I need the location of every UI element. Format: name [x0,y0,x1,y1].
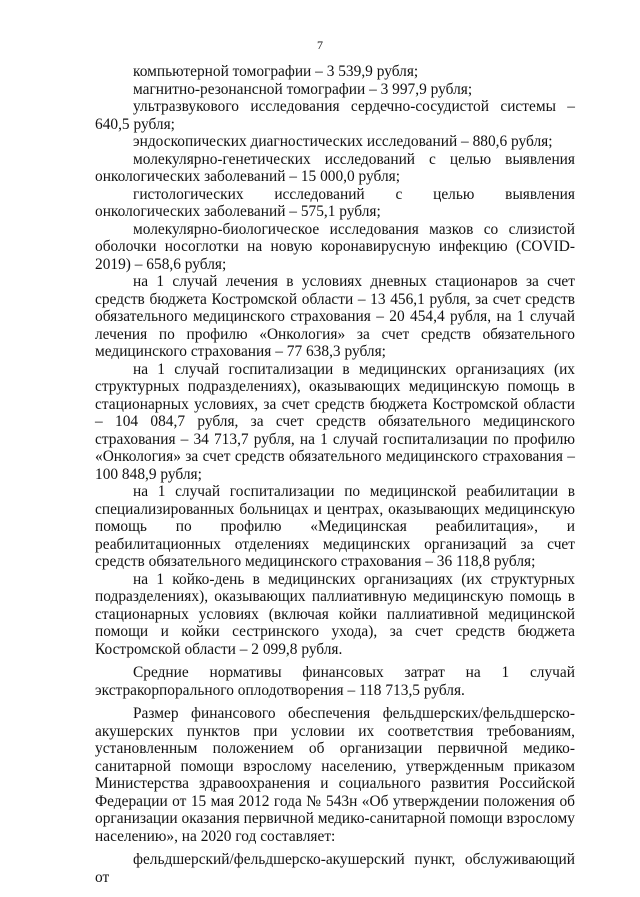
paragraph-rehabilitation-cost: на 1 случай госпитализации по медицинской реабилитации в специализированных больницах и центрах, оказывающих медицинскую помощь по профилю «Медицинская реабилитация», и реабилитационных отделениях медицинских организаций за счет средств обязательного медицинского страхования – 36 118,8 рубля; [95,483,575,570]
paragraph-genetic-tests-cost: молекулярно-генетических исследований с целью выявления онкологических заболеваний – 15 000,0 рубля; [95,150,575,185]
paragraph-covid-test-cost: молекулярно-биологическое исследования мазков со слизистой оболочки носоглотки на новую коронавирусную инфекцию (COVID-2019) – 658,6 рубля; [95,220,575,273]
paragraph-endoscopy-cost: эндоскопических диагностических исследований – 880,6 рубля; [133,133,553,150]
paragraph-ultrasound-cost: ультразвукового исследования сердечно-сосудистой системы – 640,5 рубля; [95,98,575,133]
paragraph-hospitalization-cost: на 1 случай госпитализации в медицинских организациях (их структурных подразделениях), оказывающих медицинскую помощь в стационарных условиях, за счет средств бюджета Костромской области – 104 084,7 рубля, за счет средств обязательного медицинского страхования – 34 713,7 рубля, на 1 случай госпитализации по профилю «Онкология» за счет средств обязательного медицинского страхования – 100 848,9 рубля; [95,360,575,483]
paragraph-palliative-cost: на 1 койко-день в медицинских организациях (их структурных подразделениях), оказывающих паллиативную медицинскую помощь в стационарных условиях (включая койки паллиативной медицинской помощи и койки сестринского ухода), за счет средств бюджета Костромской области – 2 099,8 рубля. [95,570,575,658]
paragraph-day-hospital-cost: на 1 случай лечения в условиях дневных стационаров за счет средств бюджета Костромской области – 13 456,1 рубля, за счет средств обязательного медицинского страхования – 20 454,4 рубля, на 1 случай лечения по профилю «Онкология» за счет средств обязательного медицинского страхования – 77 638,3 рубля; [95,273,575,360]
paragraph-histology-cost: гистологических исследований с целью выявления онкологических заболеваний – 575,1 рубля; [95,185,575,220]
paragraph-feldsher-funding: Размер финансового обеспечения фельдшерских/фельдшерско-акушерских пунктов при условии их соответствия требованиям, установленным положением об организации первичной медико-санитарной помощи взрослому населению, утвержденным приказом Министерства здравоохранения и социального развития Российской Федерации от 15 мая 2012 года № 543н «Об утверждении положения об организации оказания первичной медико-санитарной помощи взрослому населению», на 2020 год составляет: [95,705,575,845]
document-body [95,63,575,886]
paragraph-ct-cost: компьютерной томографии – 3 539,9 рубля; [133,63,419,80]
page-number: 7 [317,38,323,52]
paragraph-ivf-cost: Средние нормативы финансовых затрат на 1 случай экстракорпорального оплодотворения – 118 713,5 рубля. [95,664,575,699]
paragraph-feldsher-point: фельдшерский/фельдшерско-акушерский пункт, обслуживающий от [95,851,575,886]
paragraph-mri-cost: магнитно-резонансной томографии – 3 997,9 рубля; [133,80,473,98]
